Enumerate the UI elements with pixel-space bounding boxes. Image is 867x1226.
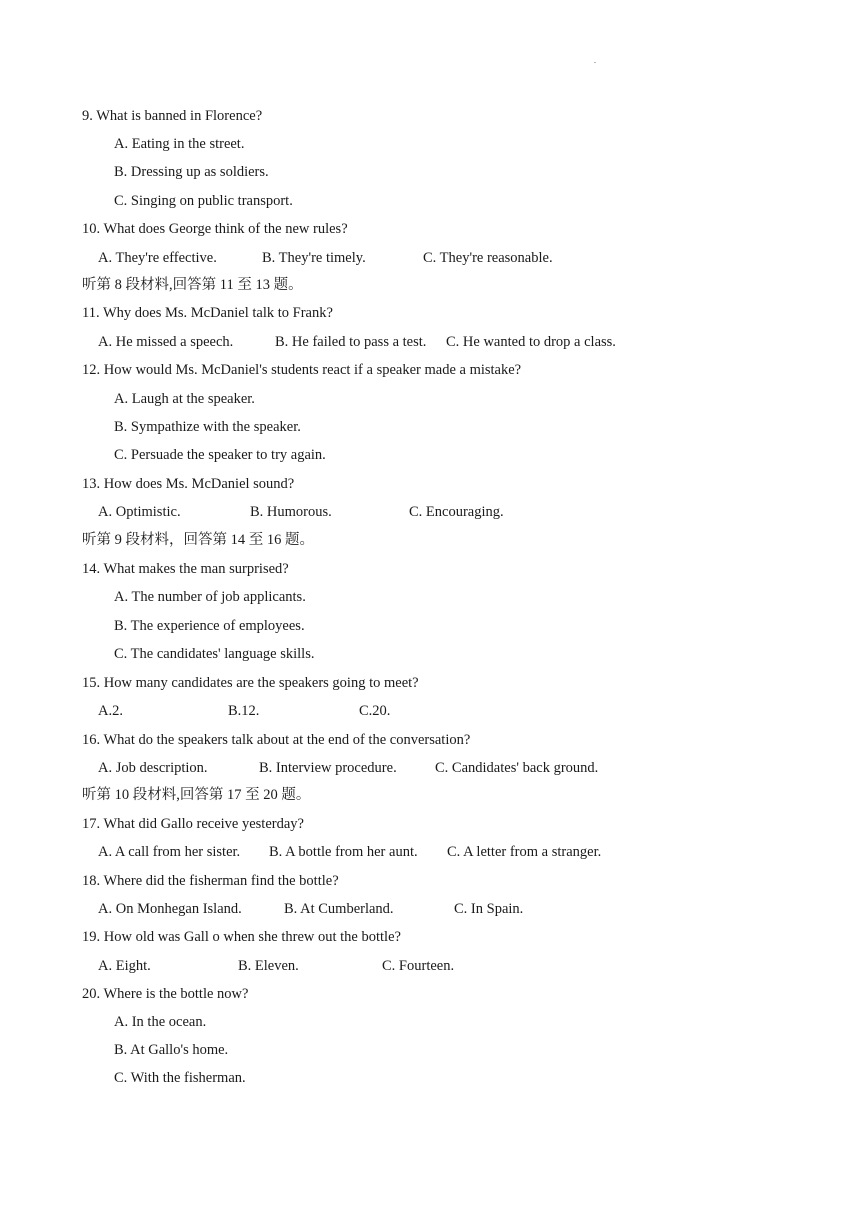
q14-option-a: A. The number of job applicants. [114,589,306,605]
q19-option-c: C. Fourteen. [382,958,455,974]
q14-option-c: C. The candidates' language skills. [114,646,315,662]
question-20: 20. Where is the bottle now? [82,986,249,1002]
q13-option-a: A. Optimistic. [98,504,181,520]
q16-option-b: B. Interview procedure. [259,760,397,776]
question-13: 13. How does Ms. McDaniel sound? [82,476,295,492]
q17-option-b: B. A bottle from her aunt. [269,844,418,860]
question-16: 16. What do the speakers talk about at the end of the conversation? [82,732,471,748]
q9-option-a: A. Eating in the street. [114,136,245,152]
question-10: 10. What does George think of the new rules? [82,221,348,237]
q12-option-a: A. Laugh at the speaker. [114,391,255,407]
question-19: 19. How old was Gall o when she threw out the bottle? [82,929,401,945]
corner-mark: . [594,56,596,65]
q9-option-b: B. Dressing up as soldiers. [114,164,269,180]
q11-option-c: C. He wanted to drop a class. [446,334,616,350]
section-9-instruction: 听第 9 段材料，回答第 14 至 16 题。 [82,532,314,548]
q15-option-a: A.2. [98,703,123,719]
question-15: 15. How many candidates are the speakers going to meet? [82,675,419,691]
q17-option-c: C. A letter from a stranger. [447,844,602,860]
q19-option-b: B. Eleven. [238,958,299,974]
q18-option-b: B. At Cumberland. [284,901,394,917]
section-10-instruction: 听第 10 段材料,回答第 17 至 20 题。 [82,787,311,803]
q20-option-b: B. At Gallo's home. [114,1042,229,1058]
q12-option-b: B. Sympathize with the speaker. [114,419,301,435]
q15-option-c: C.20. [359,703,391,719]
question-17: 17. What did Gallo receive yesterday? [82,816,304,832]
q14-option-b: B. The experience of employees. [114,618,305,634]
q20-option-a: A. In the ocean. [114,1014,207,1030]
question-18: 18. Where did the fisherman find the bottle? [82,873,339,889]
q11-option-a: A. He missed a speech. [98,334,234,350]
q13-option-b: B. Humorous. [250,504,332,520]
q11-option-b: B. He failed to pass a test. [275,334,427,350]
section-8-instruction: 听第 8 段材料,回答第 11 至 13 题。 [82,277,303,293]
q19-option-a: A. Eight. [98,958,151,974]
q18-option-a: A. On Monhegan Island. [98,901,242,917]
q16-option-a: A. Job description. [98,760,208,776]
question-12: 12. How would Ms. McDaniel's students react if a speaker made a mistake? [82,362,522,378]
q13-option-c: C. Encouraging. [409,504,504,520]
question-9: 9. What is banned in Florence? [82,108,263,124]
q9-option-c: C. Singing on public transport. [114,193,293,209]
q15-option-b: B.12. [228,703,260,719]
question-14: 14. What makes the man surprised? [82,561,289,577]
q17-option-a: A. A call from her sister. [98,844,241,860]
q16-option-c: C. Candidates' back ground. [435,760,599,776]
q10-option-b: B. They're timely. [262,250,366,266]
question-11: 11. Why does Ms. McDaniel talk to Frank? [82,305,333,321]
q12-option-c: C. Persuade the speaker to try again. [114,447,326,463]
q10-option-c: C. They're reasonable. [423,250,553,266]
q18-option-c: C. In Spain. [454,901,524,917]
q10-option-a: A. They're effective. [98,250,217,266]
q20-option-c: C. With the fisherman. [114,1070,246,1086]
